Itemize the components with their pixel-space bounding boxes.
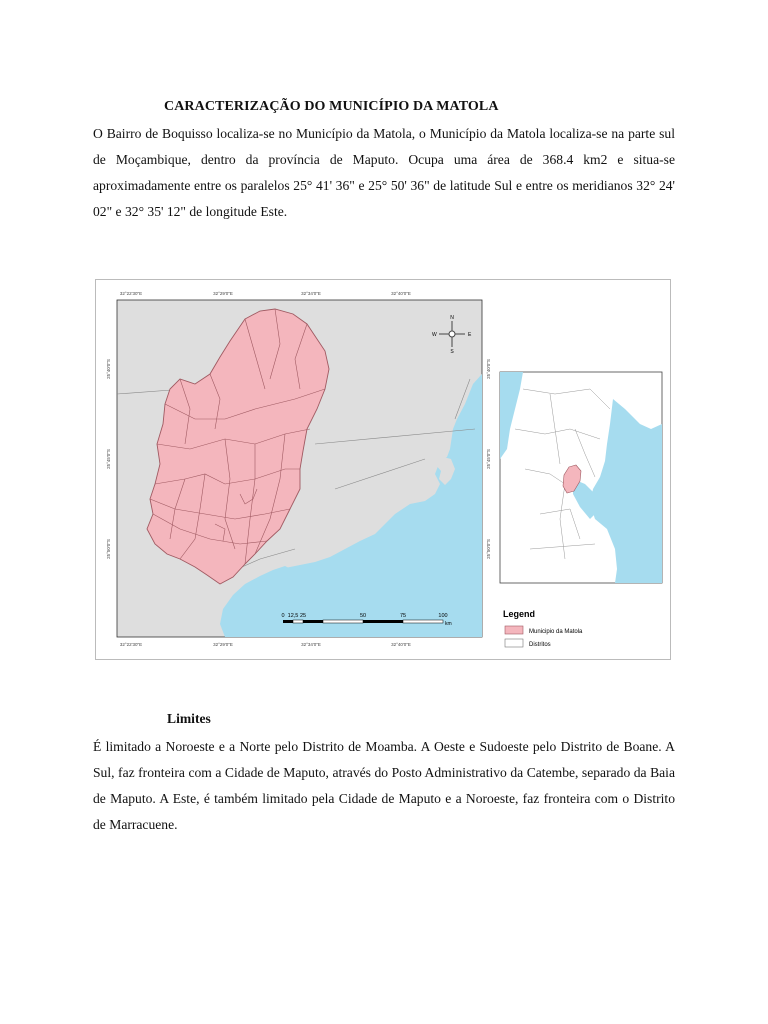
- left-tick-1: 25°45'0"S: [106, 449, 111, 469]
- left-tick-0: 25°40'0"S: [106, 359, 111, 379]
- right-tick-2: 25°50'0"S: [486, 539, 491, 559]
- scale-label-0: 0: [281, 613, 285, 619]
- bottom-tick-2: 32°34'0"E: [301, 642, 321, 647]
- top-tick-2: 32°34'0"E: [301, 291, 321, 296]
- location-map-svg: [95, 279, 671, 660]
- legend-label-municipality: Municipio da Matola: [529, 629, 583, 635]
- bottom-tick-0: 32°22'30"E: [119, 642, 143, 647]
- compass-w: W: [432, 332, 437, 338]
- scale-label-3: 50: [359, 613, 367, 619]
- compass-s: S: [450, 349, 454, 355]
- bottom-tick-3: 32°40'0"E: [391, 642, 411, 647]
- location-map-figure: [95, 279, 671, 660]
- scale-label-1: 12,5: [287, 613, 299, 619]
- top-tick-1: 32°29'0"E: [213, 291, 233, 296]
- top-tick-0: 32°22'30"E: [119, 291, 143, 296]
- legend-title: Legend: [503, 609, 536, 619]
- intro-paragraph: O Bairro de Boquisso localiza-se no Município da Matola, o Município da Matola localiza-se na parte sul de Moçambique, dentro da província de Maputo. Ocupa uma área de 368.4 km2 e situa-se aproximadamente entre os paralelos 25° 41' 36" e 25° 50' 36" de latitude Sul e entre os meridianos 32° 24' 02" e 32° 35' 12" de longitude Este.: [93, 126, 675, 219]
- scale-label-2: 25: [299, 613, 307, 619]
- scale-label-5: 100: [438, 613, 448, 619]
- right-tick-1: 25°45'0"S: [486, 449, 491, 469]
- compass-n: N: [450, 315, 454, 321]
- page-title: CARACTERIZAÇÃO DO MUNICÍPIO DA MATOLA: [164, 99, 499, 114]
- limits-heading: Limites: [167, 711, 211, 726]
- inset-map: [500, 372, 662, 583]
- legend-label-districts: Distritos: [529, 642, 551, 648]
- right-tick-0: 25°40'0"S: [486, 359, 491, 379]
- scale-label-4: 75: [399, 613, 407, 619]
- legend-swatch-districts: [505, 639, 523, 647]
- compass-e: E: [468, 332, 472, 338]
- left-tick-2: 25°50'0"S: [106, 539, 111, 559]
- top-tick-3: 32°40'0"E: [391, 291, 411, 296]
- limits-paragraph: É limitado a Noroeste e a Norte pelo Distrito de Moamba. A Oeste e Sudoeste pelo Distrito de Boane. A Sul, faz fronteira com a Cidade de Maputo, através do Posto Administrativo da Catembe, separado da Baia de Maputo. A Este, é também limitado pela Cidade de Maputo e a Noroeste, faz fronteira com o Distrito de Marracuene.: [93, 739, 675, 832]
- bottom-tick-1: 32°29'0"E: [213, 642, 233, 647]
- scale-unit: km: [445, 621, 452, 627]
- legend-swatch-municipality: [505, 626, 523, 634]
